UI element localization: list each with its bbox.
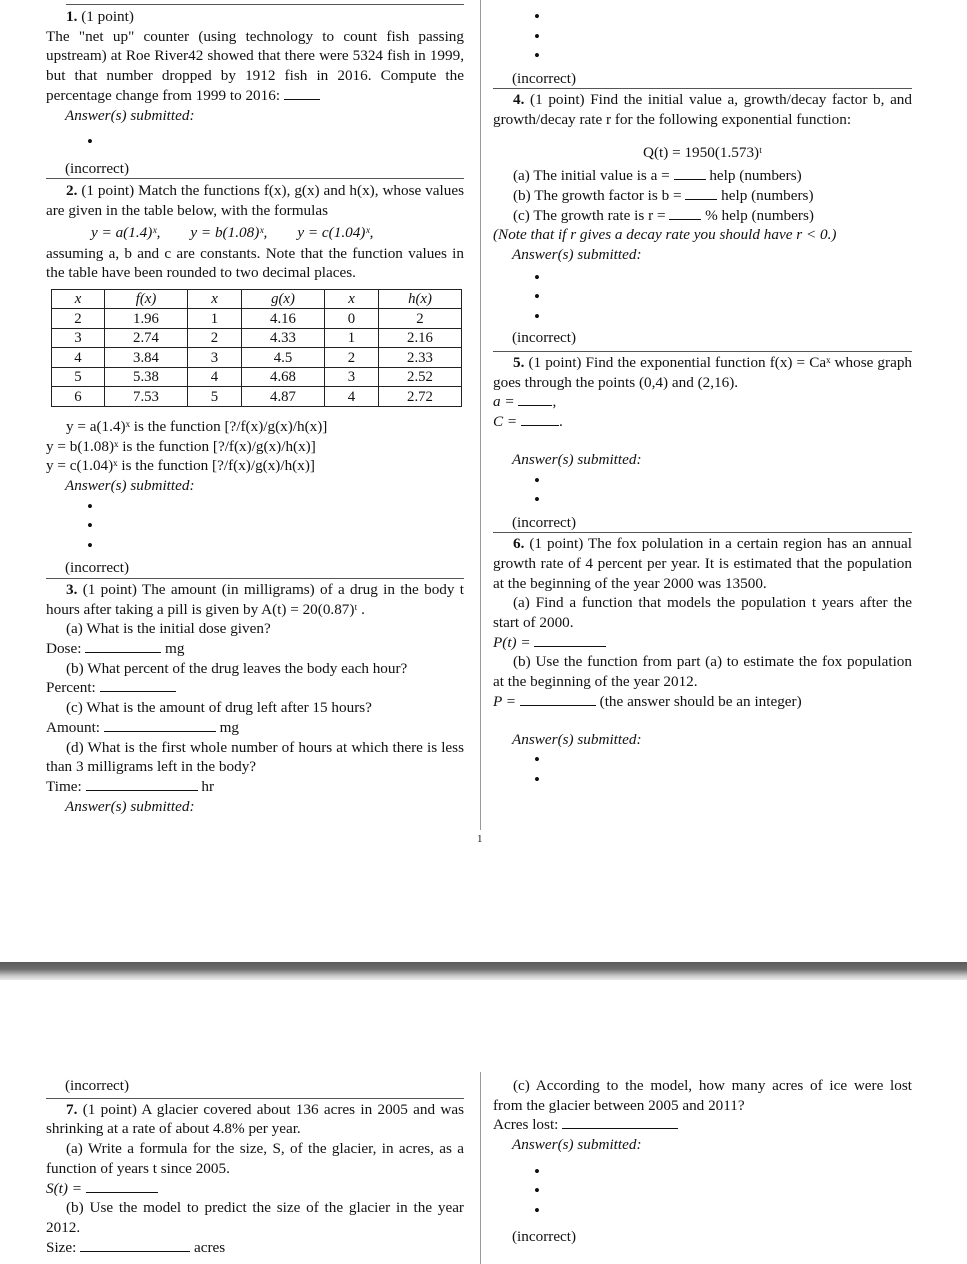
- table-cell: 3: [52, 328, 105, 348]
- list-item: [493, 28, 912, 48]
- rule: [493, 532, 912, 533]
- table-row: [52, 348, 462, 368]
- rule: [46, 1098, 464, 1099]
- left-column: [46, 1076, 464, 1257]
- q4-c-label: (c) The growth rate is r =: [513, 206, 666, 224]
- q7-s-label: S(t) =: [46, 1179, 82, 1197]
- q6-pt-row: [493, 633, 912, 653]
- q2-body: (1 point) Match the functions f(x), g(x) and h(x), whose values are given in the table below, with the formulas: [46, 182, 464, 220]
- formula-2: y = b(1.08)ˣ,: [190, 223, 268, 241]
- dose-unit: mg: [165, 640, 185, 658]
- q7-number: 7.: [66, 1100, 78, 1118]
- size-unit: acres: [193, 1238, 226, 1256]
- q7-lost-row: [493, 1115, 912, 1135]
- table-cell: 2: [379, 309, 462, 329]
- q3-status: (incorrect): [512, 69, 577, 87]
- q4-number: 4.: [513, 91, 525, 109]
- q6-P-row: [493, 692, 912, 712]
- table-cell: 4.16: [242, 309, 325, 329]
- q4-part-b: [493, 186, 912, 206]
- q2-match-1[interactable]: y = a(1.4)ˣ is the function [?/f(x)/g(x)/h(x)]: [66, 417, 328, 435]
- worksheet-page-2: [0, 980, 967, 1264]
- time-label: Time:: [46, 777, 82, 795]
- rule: [46, 178, 464, 179]
- q3-amount-row: [46, 718, 464, 738]
- q6-pt-label: P(t) =: [493, 633, 531, 651]
- q4-submitted-list: [493, 269, 912, 328]
- percent-label: Percent:: [46, 679, 96, 697]
- time-input[interactable]: [86, 778, 198, 791]
- q4-status: (incorrect): [512, 329, 577, 347]
- left-column: [46, 4, 464, 816]
- table-cell: 0: [325, 309, 379, 329]
- q3-percent-row: [46, 678, 464, 698]
- table-cell: 4.68: [242, 367, 325, 387]
- table-cell: 5: [188, 387, 242, 407]
- q7-status: (incorrect): [512, 1228, 577, 1246]
- q3-submitted-list: [493, 8, 912, 67]
- list-item: [46, 537, 464, 557]
- q3-part-c: (c) What is the amount of drug left after 15 hours?: [66, 699, 372, 717]
- list-item: [493, 491, 912, 511]
- q2-text: [46, 181, 464, 220]
- percent-input[interactable]: [100, 679, 176, 692]
- q7-s-row: [46, 1179, 464, 1199]
- q6-P-label: P =: [493, 692, 517, 710]
- list-item: [493, 751, 912, 771]
- q6-P-note: (the answer should be an integer): [599, 692, 802, 710]
- help-link[interactable]: help (numbers): [721, 187, 814, 205]
- size-label: Size:: [46, 1238, 77, 1256]
- q6-part-b: (b) Use the function from part (a) to estimate the fox population at the beginning of the year 2012.: [493, 653, 912, 691]
- q3-part-b: (b) What percent of the drug leaves the body each hour?: [66, 659, 408, 677]
- col-header: h(x): [379, 289, 462, 309]
- q5-a-label: a =: [493, 393, 515, 411]
- list-item: [493, 8, 912, 28]
- q5-a-row: a = ,: [493, 393, 557, 411]
- q5-a-input[interactable]: [518, 393, 552, 406]
- amount-input[interactable]: [104, 719, 216, 732]
- amount-label: Amount:: [46, 718, 101, 736]
- list-item: [46, 133, 464, 153]
- q1-number: 1.: [66, 8, 78, 25]
- q5-body: (1 point) Find the exponential function f(x) = Caˣ whose graph goes through the points (0,4) and (2,16).: [493, 354, 913, 391]
- q3-part-d: (d) What is the first whole number of hours at which there is less than 3 milligrams left in the body?: [46, 738, 464, 776]
- col-header: x: [188, 289, 242, 309]
- list-item: [493, 771, 912, 791]
- q5-c-row: C = .: [493, 413, 563, 431]
- q6-answers-submitted: Answer(s) submitted:: [512, 730, 642, 748]
- q7-s-input[interactable]: [86, 1180, 158, 1193]
- q5-number: 5.: [513, 354, 525, 372]
- q7-part-a: (a) Write a formula for the size, S, of the glacier, in acres, as a function of years t since 2005.: [46, 1140, 464, 1177]
- q3-time-row: [46, 777, 464, 797]
- table-cell: 2: [325, 348, 379, 368]
- page-separator: [0, 962, 967, 980]
- list-item: [493, 472, 912, 492]
- q3-answers-submitted: Answer(s) submitted:: [65, 797, 195, 815]
- q6-text: [493, 534, 912, 593]
- q7-text: [46, 1100, 464, 1139]
- q7-submitted-list: [493, 1163, 912, 1222]
- dose-input[interactable]: [85, 640, 161, 653]
- q5-text: [493, 353, 912, 392]
- col-header: x: [325, 289, 379, 309]
- table-row: [52, 367, 462, 387]
- q4-formula: Q(t) = 1950(1.573)ᵗ: [642, 143, 763, 161]
- q1-answers-submitted: Answer(s) submitted:: [65, 106, 195, 124]
- table-cell: 1.96: [105, 309, 188, 329]
- q2-number: 2.: [66, 182, 78, 200]
- q1-answer-blank[interactable]: [284, 87, 320, 100]
- table-cell: 4: [188, 367, 242, 387]
- q1-body: The "net up" counter (using technology to count fish passing upstream) at Roe River42 showed that there were 5324 fish in 1999, but that number dropped by 1912 fish in 2016. Compute the percentage change from 1999 to 2016:: [46, 27, 464, 104]
- q4-b-input[interactable]: [685, 187, 717, 200]
- q1-text: [46, 27, 464, 106]
- right-column: [493, 1076, 912, 1247]
- q4-text: [493, 90, 912, 129]
- q4-c-input[interactable]: [669, 207, 701, 220]
- list-item: [493, 1182, 912, 1202]
- q2-match-2[interactable]: y = b(1.08)ˣ is the function [?/f(x)/g(x)/h(x)]: [46, 437, 316, 455]
- table-cell: 2.74: [105, 328, 188, 348]
- q3-number: 3.: [66, 580, 78, 598]
- table-cell: 1: [188, 309, 242, 329]
- table-cell: 2.33: [379, 348, 462, 368]
- table-row: [52, 309, 462, 329]
- dose-label: Dose:: [46, 640, 82, 658]
- q1-heading: [46, 7, 464, 27]
- list-item: [493, 1202, 912, 1222]
- q7-body: (1 point) A glacier covered about 136 acres in 2005 and was shrinking at a rate of about 4.8% per year.: [46, 1100, 464, 1138]
- table-cell: 2.16: [379, 328, 462, 348]
- q2-match-3[interactable]: y = c(1.04)ˣ is the function [?/f(x)/g(x)/h(x)]: [46, 457, 315, 475]
- formula-3: y = c(1.04)ˣ,: [297, 223, 374, 241]
- list-item: [46, 517, 464, 537]
- q5-submitted-list: [493, 472, 912, 511]
- list-item: [493, 47, 912, 67]
- table-cell: 6: [52, 387, 105, 407]
- q5-status: (incorrect): [512, 513, 577, 531]
- rule: [493, 351, 912, 352]
- q4-body: (1 point) Find the initial value a, growth/decay factor b, and growth/decay rate r for the following exponential function:: [493, 91, 912, 128]
- q4-note: (Note that if r gives a decay rate you should have r < 0.): [493, 226, 837, 244]
- q2-body-2: assuming a, b and c are constants. Note that the function values in the table have been rounded to two decimal places.: [46, 244, 464, 282]
- q6-submitted-list: [493, 751, 912, 790]
- help-link[interactable]: help (numbers): [709, 167, 802, 185]
- time-unit: hr: [201, 777, 214, 795]
- table-cell: 5.38: [105, 367, 188, 387]
- q3-dose-row: [46, 639, 464, 659]
- q4-part-c: [493, 206, 912, 226]
- column-divider: [480, 0, 481, 830]
- col-header: f(x): [105, 289, 188, 309]
- table-cell: 5: [52, 367, 105, 387]
- help-link[interactable]: % help (numbers): [705, 206, 814, 224]
- q4-b-label: (b) The growth factor is b =: [513, 187, 682, 205]
- table-cell: 4: [52, 348, 105, 368]
- table-row: [52, 387, 462, 407]
- q7-part-b: (b) Use the model to predict the size of the glacier in the year 2012.: [46, 1199, 464, 1236]
- table-row: [52, 328, 462, 348]
- table-cell: 4.33: [242, 328, 325, 348]
- column-divider: [480, 1072, 481, 1264]
- table-cell: 2: [52, 309, 105, 329]
- function-table: [51, 289, 462, 407]
- q4-part-a: [493, 166, 912, 186]
- q3-body: (1 point) The amount (in milligrams) of a drug in the body t hours after taking a pill is given by A(t) = 20(0.87)ᵗ .: [46, 580, 464, 618]
- q7-part-c: (c) According to the model, how many acres of ice were lost from the glacier between 2005 and 2011?: [493, 1077, 912, 1114]
- amount-unit: mg: [219, 718, 240, 736]
- page-number: 1: [477, 833, 483, 845]
- q7-answers-submitted: Answer(s) submitted:: [512, 1136, 642, 1154]
- q6-body: (1 point) The fox polulation in a certain region has an annual growth rate of 4 percent per year. It is estimated that the population at the beginning of the year 2000 was 13500.: [493, 535, 912, 592]
- q6-pt-input[interactable]: [534, 634, 606, 647]
- col-header: x: [52, 289, 105, 309]
- q2-status: (incorrect): [65, 559, 130, 577]
- table-cell: 7.53: [105, 387, 188, 407]
- table-cell: 4.5: [242, 348, 325, 368]
- q2-submitted-list: [46, 498, 464, 557]
- q4-a-input[interactable]: [674, 167, 706, 180]
- list-item: [493, 288, 912, 308]
- q5-c-input[interactable]: [521, 413, 559, 426]
- list-item: [46, 498, 464, 518]
- acres-lost-input[interactable]: [562, 1116, 678, 1129]
- table-cell: 3: [325, 367, 379, 387]
- q5-answers-submitted: Answer(s) submitted:: [512, 450, 642, 468]
- acres-lost-label: Acres lost:: [493, 1116, 559, 1134]
- prev-status: (incorrect): [65, 1077, 130, 1094]
- list-item: [493, 308, 912, 328]
- table-cell: 2: [188, 328, 242, 348]
- table-cell: 3: [188, 348, 242, 368]
- q7-size-row: [46, 1238, 464, 1258]
- table-cell: 4: [325, 387, 379, 407]
- right-column: [493, 8, 912, 790]
- rule: [66, 4, 464, 5]
- q4-answers-submitted: Answer(s) submitted:: [512, 246, 642, 264]
- rule: [46, 578, 464, 579]
- q6-part-a: (a) Find a function that models the population t years after the start of 2000.: [493, 594, 912, 632]
- table-header-row: [52, 289, 462, 309]
- q2-answers-submitted: Answer(s) submitted:: [65, 477, 195, 495]
- q1-points: (1 point): [81, 8, 134, 25]
- q3-part-a: (a) What is the initial dose given?: [66, 620, 271, 638]
- table-cell: 4.87: [242, 387, 325, 407]
- q4-a-label: (a) The initial value is a =: [513, 167, 670, 185]
- size-input[interactable]: [80, 1239, 190, 1252]
- q1-submitted-list: [46, 133, 464, 153]
- table-cell: 1: [325, 328, 379, 348]
- table-cell: 2.52: [379, 367, 462, 387]
- q6-P-input[interactable]: [520, 693, 596, 706]
- q6-number: 6.: [513, 535, 525, 553]
- q3-text: [46, 580, 464, 619]
- list-item: [493, 269, 912, 289]
- formula-1: y = a(1.4)ˣ,: [91, 223, 161, 241]
- col-header: g(x): [242, 289, 325, 309]
- q1-status: (incorrect): [65, 159, 130, 177]
- list-item: [493, 1163, 912, 1183]
- table-cell: 3.84: [105, 348, 188, 368]
- rule: [493, 88, 912, 89]
- table-cell: 2.72: [379, 387, 462, 407]
- q2-formulas: [91, 223, 464, 243]
- q5-c-label: C =: [493, 413, 518, 431]
